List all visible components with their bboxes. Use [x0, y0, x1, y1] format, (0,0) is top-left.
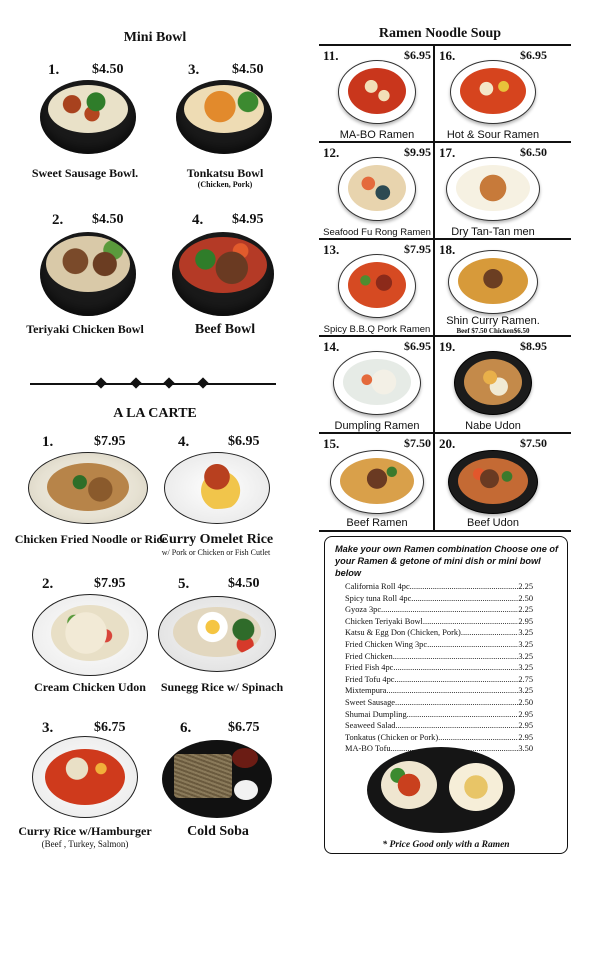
- dot-leader: [381, 604, 518, 616]
- combo-item[interactable]: [345, 627, 533, 639]
- item-price: $4.95: [232, 212, 264, 227]
- divider-diamond: [95, 377, 106, 388]
- a-la-carte-item-3[interactable]: [18, 718, 156, 858]
- combo-item-name: Fried Chicken: [345, 651, 393, 661]
- dot-leader: [438, 732, 518, 744]
- item-number: 13.: [323, 242, 340, 257]
- combo-item-name: Sweet Sausage: [345, 697, 396, 707]
- beef-udon-image: [448, 450, 538, 514]
- combo-item[interactable]: [345, 732, 533, 744]
- ma-bo-ramen-image: [338, 60, 416, 124]
- dot-leader: [395, 697, 518, 709]
- item-name: Teriyaki Chicken Bowl: [26, 322, 144, 336]
- beef-ramen-image: [330, 450, 424, 514]
- dot-leader: [461, 627, 519, 639]
- combo-item[interactable]: [345, 720, 533, 732]
- combo-item-price: 3.25: [518, 639, 533, 649]
- curry-rice-hamburger-image: [32, 736, 138, 818]
- ramen-item-18[interactable]: [435, 240, 551, 337]
- item-number: 2.: [42, 576, 54, 592]
- teriyaki-chicken-bowl-image: [40, 232, 136, 316]
- item-name: Beef Ramen: [346, 517, 408, 529]
- combo-item-name: Shumai Dumpling: [345, 709, 407, 719]
- combo-item-price: 3.25: [518, 651, 533, 661]
- combo-item-name: Fried Tofu 4pc: [345, 674, 395, 684]
- item-number: 6.: [180, 720, 192, 736]
- combo-item-price: 2.95: [518, 721, 533, 731]
- item-price: $7.50: [404, 436, 431, 450]
- combo-list: [345, 581, 533, 755]
- combo-item-price: 2.95: [518, 709, 533, 719]
- item-subtext: w/ Pork or Chicken or Fish Cutlet: [161, 548, 271, 557]
- hot-sour-ramen-image: [450, 60, 536, 124]
- item-name: Shin Curry Ramen.: [446, 315, 540, 327]
- combo-item-name: Seaweed Salad: [345, 721, 396, 731]
- dot-leader: [411, 593, 518, 605]
- combo-item[interactable]: [345, 697, 533, 709]
- item-number: 12.: [323, 145, 340, 160]
- combo-item-price: 2.75: [518, 674, 533, 684]
- dot-leader: [423, 616, 518, 628]
- item-name: Chicken Fried Noodle or Rice: [14, 532, 168, 546]
- item-name: Tonkatsu Bowl: [186, 166, 264, 180]
- item-price: $6.75: [94, 720, 126, 735]
- combo-item-name: Tonkatus (Chicken or Pork): [345, 732, 439, 742]
- item-name: Dumpling Ramen: [334, 420, 420, 432]
- item-subtext: (Chicken, Pork): [197, 180, 253, 189]
- divider-diamond: [197, 377, 208, 388]
- item-price: $7.50: [520, 436, 547, 450]
- item-price: $7.95: [94, 576, 126, 591]
- mini-bowl-title: Mini Bowl: [123, 30, 187, 45]
- item-number: 4.: [192, 212, 204, 228]
- item-subtext: (Beef , Turkey, Salmon): [41, 839, 129, 849]
- combo-item[interactable]: [345, 709, 533, 721]
- item-name: Dry Tan-Tan men: [451, 226, 535, 238]
- combo-item-name: MA-BO Tofu: [345, 744, 391, 754]
- combo-dish-image: [367, 747, 515, 833]
- item-number: 15.: [323, 436, 340, 451]
- item-name: Hot & Sour Ramen: [446, 129, 540, 141]
- ramen-item-19[interactable]: [435, 337, 551, 434]
- ramen-title: Ramen Noodle Soup: [378, 26, 502, 41]
- cold-soba-image: [162, 740, 272, 818]
- item-number: 19.: [439, 339, 456, 354]
- ramen-item-12[interactable]: [319, 143, 435, 240]
- combo-item-name: Chicken Teriyaki Bowl: [345, 616, 423, 626]
- item-price: $4.50: [92, 212, 124, 227]
- dot-leader: [393, 662, 518, 674]
- dumpling-ramen-image: [333, 351, 421, 415]
- combo-item[interactable]: [345, 674, 533, 686]
- item-name: Sweet Sausage Bowl.: [31, 166, 139, 180]
- item-number: 11.: [323, 48, 339, 63]
- dot-leader: [386, 685, 518, 697]
- tonkatsu-bowl-image: [176, 80, 272, 154]
- combo-item-name: Katsu & Egg Don (Chicken, Pork): [345, 628, 461, 638]
- combo-item-price: 3.25: [518, 686, 533, 696]
- item-number: 1.: [48, 62, 60, 78]
- cream-chicken-udon-image: [32, 594, 148, 676]
- combo-item-price: 3.25: [518, 628, 533, 638]
- dot-leader: [407, 709, 519, 721]
- item-name: Spicy B.B.Q Pork Ramen: [323, 324, 431, 335]
- item-number: 14.: [323, 339, 340, 354]
- dot-leader: [427, 639, 518, 651]
- dot-leader: [395, 720, 518, 732]
- item-price: $7.95: [94, 434, 126, 449]
- item-name: Cold Soba: [187, 824, 249, 839]
- item-price: $4.50: [92, 62, 124, 77]
- section-divider: [30, 383, 276, 385]
- item-name: Sunegg Rice w/ Spinach: [160, 680, 284, 694]
- item-number: 20.: [439, 436, 456, 451]
- item-price: $7.95: [404, 242, 431, 256]
- dot-leader: [395, 674, 519, 686]
- combo-item-name: Mixtempura: [345, 686, 387, 696]
- item-name: Cream Chicken Udon: [34, 680, 146, 694]
- mini-bowl-item-4[interactable]: [170, 210, 300, 340]
- combo-item-price: 3.50: [518, 744, 533, 754]
- combo-item-price: 2.50: [518, 697, 533, 707]
- ramen-item-11[interactable]: [319, 46, 435, 143]
- item-number: 3.: [188, 62, 200, 78]
- ramen-item-20[interactable]: [435, 434, 551, 531]
- combo-item[interactable]: [345, 616, 533, 628]
- item-number: 16.: [439, 48, 456, 63]
- item-name: Beef Udon: [467, 517, 519, 529]
- combo-item-price: 3.25: [518, 663, 533, 673]
- combo-item[interactable]: [345, 651, 533, 663]
- combo-item-price: 2.50: [518, 593, 533, 603]
- combo-item[interactable]: [345, 581, 533, 593]
- seafood-fu-rong-ramen-image: [338, 157, 416, 221]
- item-price: $9.95: [404, 145, 431, 159]
- item-price: $6.95: [228, 434, 260, 449]
- ramen-item-14[interactable]: [319, 337, 435, 434]
- combo-item[interactable]: [345, 685, 533, 697]
- divider-diamond: [163, 377, 174, 388]
- ramen-grid: [319, 44, 571, 532]
- ramen-item-13[interactable]: [319, 240, 435, 337]
- combo-item-name: Fried Fish 4pc: [345, 663, 394, 673]
- ramen-item-17[interactable]: [435, 143, 551, 240]
- item-name: Beef Bowl: [194, 322, 256, 337]
- combo-item-name: Fried Chicken Wing 3pc: [345, 639, 428, 649]
- item-price: $6.95: [404, 339, 431, 353]
- nabe-udon-image: [454, 351, 532, 415]
- item-price: $4.50: [232, 62, 264, 77]
- item-number: 1.: [42, 434, 54, 450]
- combo-item[interactable]: [345, 662, 533, 674]
- mini-bowl-item-2[interactable]: [26, 210, 160, 340]
- ramen-combo-box: [324, 536, 568, 854]
- combo-item-name: Spicy tuna Roll 4pc: [345, 593, 412, 603]
- item-price: $4.50: [228, 576, 260, 591]
- a-la-carte-item-4[interactable]: [158, 432, 292, 562]
- dot-leader: [393, 651, 519, 663]
- combo-footer: * Price Good only with a Ramen: [382, 840, 510, 850]
- combo-item-price: 2.95: [518, 732, 533, 742]
- beef-bowl-image: [172, 232, 274, 316]
- combo-item-price: 2.25: [518, 605, 533, 615]
- item-price: $6.95: [520, 48, 547, 62]
- item-price: $6.95: [404, 48, 431, 62]
- item-price: $8.95: [520, 339, 547, 353]
- mini-bowl-item-1[interactable]: [30, 60, 160, 190]
- dot-leader: [410, 581, 519, 593]
- divider-diamond: [130, 377, 141, 388]
- combo-item-name: Gyoza 3pc: [345, 605, 382, 615]
- item-number: 2.: [52, 212, 64, 228]
- item-name: Seafood Fu Rong Ramen: [323, 227, 431, 238]
- sunegg-rice-image: [158, 596, 276, 672]
- a-la-carte-title: A LA CARTE: [113, 406, 197, 421]
- a-la-carte-item-2[interactable]: [26, 574, 156, 694]
- combo-item-price: 2.95: [518, 616, 533, 626]
- spicy-bbq-pork-ramen-image: [338, 254, 416, 318]
- item-number: 5.: [178, 576, 190, 592]
- combo-item[interactable]: [345, 593, 533, 605]
- a-la-carte-item-1[interactable]: [14, 432, 168, 552]
- a-la-carte-item-5[interactable]: [156, 574, 296, 694]
- shin-curry-ramen-image: [448, 250, 538, 314]
- a-la-carte-item-6[interactable]: [158, 718, 298, 848]
- item-number: 4.: [178, 434, 190, 450]
- item-subtext: Beef $7.50 Chicken$6.50: [456, 327, 530, 335]
- ramen-item-15[interactable]: [319, 434, 435, 531]
- item-name: Curry Omelet Rice: [158, 532, 274, 547]
- chicken-fried-noodle-image: [28, 452, 148, 524]
- combo-item-price: 2.25: [518, 582, 533, 591]
- item-name: Curry Rice w/Hamburger: [18, 824, 152, 838]
- combo-heading: Make your own Ramen combination Choose one of your Ramen & getone of mini dish or mini bowl below: [335, 544, 559, 578]
- curry-omelet-rice-image: [164, 452, 270, 524]
- combo-item-name: California Roll 4pc: [345, 582, 410, 591]
- dry-tan-tan-men-image: [446, 157, 540, 221]
- item-number: 17.: [439, 145, 456, 160]
- item-price: $6.75: [228, 720, 260, 735]
- item-price: $6.50: [520, 145, 547, 159]
- ramen-item-16[interactable]: [435, 46, 551, 143]
- item-name: Nabe Udon: [465, 420, 521, 432]
- combo-item[interactable]: [345, 604, 533, 616]
- item-number: 3.: [42, 720, 54, 736]
- mini-bowl-item-3[interactable]: [170, 60, 300, 190]
- combo-item[interactable]: [345, 639, 533, 651]
- item-name: MA-BO Ramen: [339, 129, 415, 141]
- item-number: 18.: [439, 242, 456, 257]
- sweet-sausage-bowl-image: [40, 80, 136, 154]
